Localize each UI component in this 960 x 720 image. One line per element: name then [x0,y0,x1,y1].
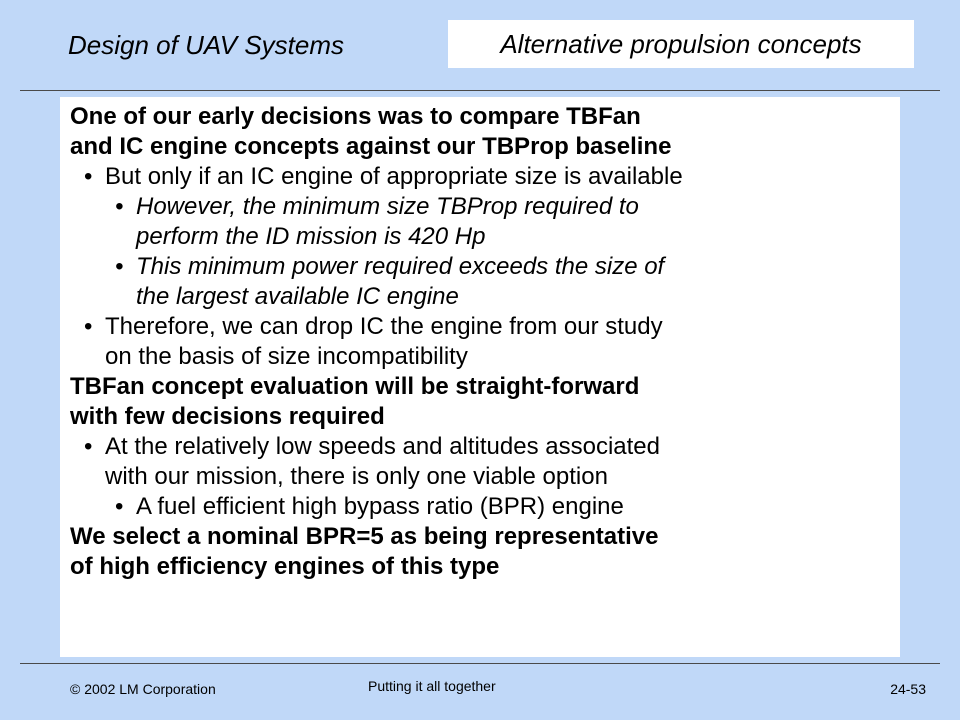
bullet-icon: • [115,193,124,220]
sub-bullet-line [70,192,900,222]
bullet-text: Therefore, we can drop IC the engine from our study [105,313,663,340]
section-title: Alternative propulsion concepts [448,20,914,68]
header-divider [20,90,940,91]
bullet-continuation: with our mission, there is only one viable option [105,463,608,490]
bullet-icon: • [84,313,93,340]
bullet-continuation: on the basis of size incompatibility [105,343,468,370]
course-title: Design of UAV Systems [68,30,344,60]
heading-line: TBFan concept evaluation will be straight-forward [70,373,640,400]
heading-line: and IC engine concepts against our TBProp baseline [70,133,672,160]
sub-bullet-line [70,492,900,522]
heading-line: of high efficiency engines of this type [70,553,500,580]
page-number: 24-53 [890,681,926,697]
bullet-line [70,162,900,192]
sub-bullet-text: However, the minimum size TBProp required to [136,193,639,220]
sub-bullet-continuation: perform the ID mission is 420 Hp [136,223,486,250]
bullet-text: At the relatively low speeds and altitudes associated [105,433,660,460]
bullet-text: But only if an IC engine of appropriate size is available [105,163,683,190]
sub-bullet-continuation: the largest available IC engine [136,283,459,310]
heading-line: with few decisions required [70,403,385,430]
heading-line: We select a nominal BPR=5 as being representative [70,523,659,550]
footer-subtitle: Putting it all together [368,678,496,694]
bullet-icon: • [84,433,93,460]
sub-bullet-line [70,252,900,282]
slide-body [60,97,900,657]
copyright-text: © 2002 LM Corporation [70,681,216,697]
bullet-icon: • [115,493,124,520]
footer-divider [20,663,940,664]
sub-bullet-text: This minimum power required exceeds the size of [136,253,665,280]
heading-line: One of our early decisions was to compare TBFan [70,103,641,130]
bullet-icon: • [84,163,93,190]
sub-bullet-text: A fuel efficient high bypass ratio (BPR) engine [136,493,624,520]
bullet-icon: • [115,253,124,280]
bullet-line [70,312,900,342]
bullet-line [70,432,900,462]
